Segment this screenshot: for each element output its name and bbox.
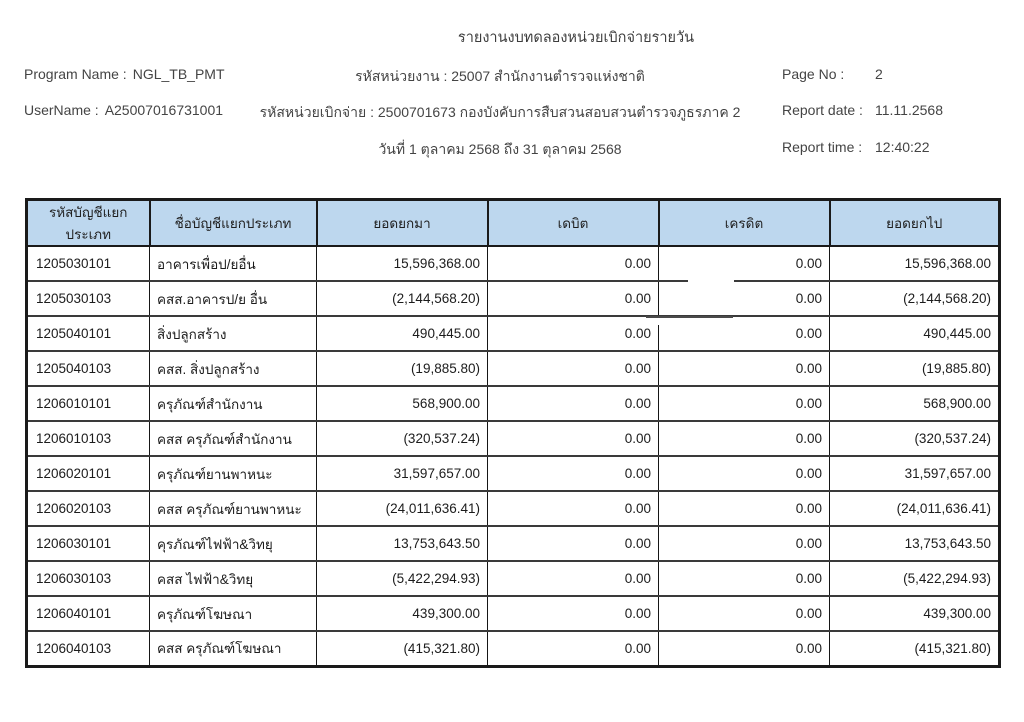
carried-forward-amount: 31,597,657.00 [830, 456, 1000, 491]
table-row [27, 631, 1000, 666]
debit-amount: 0.00 [488, 596, 659, 631]
debit-amount: 0.00 [488, 351, 659, 386]
carried-forward-amount: (320,537.24) [830, 421, 1000, 456]
account-name: คุรภัณฑ์ไฟฟ้า&วิทยุ [150, 526, 317, 561]
brought-forward-amount: (19,885.80) [317, 351, 488, 386]
account-code: 1206010103 [27, 421, 150, 456]
brought-forward-amount: 568,900.00 [317, 386, 488, 421]
date-range-line: วันที่ 1 ตุลาคม 2568 ถึง 31 ตุลาคม 2568 [378, 141, 622, 157]
credit-amount: 0.00 [659, 281, 830, 316]
column-header-account-code: รหัสบัญชีแยกประเภท [27, 200, 150, 247]
brought-forward-amount: 490,445.00 [317, 316, 488, 351]
account-name: อาคารเพื่อป/ยอื่น [150, 246, 317, 281]
table-row [27, 421, 1000, 456]
debit-amount: 0.00 [488, 281, 659, 316]
brought-forward-amount: (2,144,568.20) [317, 281, 488, 316]
brought-forward-amount: (415,321.80) [317, 631, 488, 666]
column-header-debit: เดบิต [488, 200, 659, 247]
brought-forward-amount: (320,537.24) [317, 421, 488, 456]
credit-amount: 0.00 [659, 386, 830, 421]
table-row [27, 596, 1000, 631]
report-date-value: 11.11.2568 [875, 102, 943, 118]
report-date-label: Report date : [782, 102, 863, 118]
credit-amount: 0.00 [659, 246, 830, 281]
column-header-account-name: ชื่อบัญชีแยกประเภท [150, 200, 317, 247]
report-time-value: 12:40:22 [875, 139, 930, 155]
account-code: 1206030103 [27, 561, 150, 596]
carried-forward-amount: (2,144,568.20) [830, 281, 1000, 316]
carried-forward-amount: (19,885.80) [830, 351, 1000, 386]
credit-amount: 0.00 [659, 351, 830, 386]
account-name: ครุภัณฑ์โฆษณา [150, 596, 317, 631]
account-name: คสส ครุภัณฑ์สำนักงาน [150, 421, 317, 456]
scan-artifact-border-gap [688, 280, 734, 285]
debit-amount: 0.00 [488, 316, 659, 351]
carried-forward-amount: 439,300.00 [830, 596, 1000, 631]
brought-forward-amount: (24,011,636.41) [317, 491, 488, 526]
account-code: 1205040103 [27, 351, 150, 386]
brought-forward-amount: 439,300.00 [317, 596, 488, 631]
page-no-label: Page No : [782, 66, 845, 82]
disbursement-unit-line: รหัสหน่วยเบิกจ่าย : 2500701673 กองบังคับการสืบสวนสอบสวนตำรวจภูธรภาค 2 [259, 104, 741, 120]
column-header-carried-forward: ยอดยกไป [830, 200, 1000, 247]
table-header [27, 200, 1000, 247]
table-header-row [27, 200, 1000, 247]
report-time-label: Report time : [782, 139, 863, 155]
account-code: 1205040101 [27, 316, 150, 351]
brought-forward-amount: (5,422,294.93) [317, 561, 488, 596]
table-row [27, 386, 1000, 421]
debit-amount: 0.00 [488, 456, 659, 491]
carried-forward-amount: (5,422,294.93) [830, 561, 1000, 596]
account-name: สิ่งปลูกสร้าง [150, 316, 317, 351]
page-no-value: 2 [875, 66, 883, 82]
agency-line: รหัสหน่วยงาน : 25007 สำนักงานตำรวจแห่งชาติ [355, 68, 645, 84]
carried-forward-amount: 13,753,643.50 [830, 526, 1000, 561]
table-row [27, 526, 1000, 561]
credit-amount: 0.00 [659, 316, 830, 351]
account-name: คสส ครุภัณฑ์โฆษณา [150, 631, 317, 666]
account-code: 1206020103 [27, 491, 150, 526]
table-row [27, 351, 1000, 386]
credit-amount: 0.00 [659, 526, 830, 561]
account-code: 1206040103 [27, 631, 150, 666]
debit-amount: 0.00 [488, 386, 659, 421]
credit-amount: 0.00 [659, 491, 830, 526]
column-header-brought-forward: ยอดยกมา [317, 200, 488, 247]
table-row [27, 316, 1000, 351]
table-body [27, 246, 1000, 666]
brought-forward-amount: 13,753,643.50 [317, 526, 488, 561]
brought-forward-amount: 15,596,368.00 [317, 246, 488, 281]
debit-amount: 0.00 [488, 526, 659, 561]
credit-amount: 0.00 [659, 596, 830, 631]
program-name-value: NGL_TB_PMT [132, 66, 225, 82]
carried-forward-amount: 490,445.00 [830, 316, 1000, 351]
debit-amount: 0.00 [488, 561, 659, 596]
account-code: 1205030103 [27, 281, 150, 316]
report-title: รายงานงบทดลองหน่วยเบิกจ่ายรายวัน [457, 30, 695, 46]
account-code: 1206010101 [27, 386, 150, 421]
debit-amount: 0.00 [488, 421, 659, 456]
credit-amount: 0.00 [659, 421, 830, 456]
debit-amount: 0.00 [488, 631, 659, 666]
username-label: UserName : [24, 102, 99, 118]
program-name-label: Program Name : [24, 66, 127, 82]
brought-forward-amount: 31,597,657.00 [317, 456, 488, 491]
column-header-credit: เครดิต [659, 200, 830, 247]
account-name: คสส.อาคารป/ย อื่น [150, 281, 317, 316]
credit-amount: 0.00 [659, 456, 830, 491]
program-name [24, 66, 225, 82]
account-code: 1205030101 [27, 246, 150, 281]
account-code: 1206020101 [27, 456, 150, 491]
account-code: 1206040101 [27, 596, 150, 631]
debit-amount: 0.00 [488, 491, 659, 526]
scan-artifact-whiteout-patch [646, 316, 733, 325]
table-row [27, 246, 1000, 281]
credit-amount: 0.00 [659, 561, 830, 596]
username [24, 102, 223, 118]
account-name: ครุภัณฑ์สำนักงาน [150, 386, 317, 421]
credit-amount: 0.00 [659, 631, 830, 666]
account-code: 1206030101 [27, 526, 150, 561]
account-name: คสส ไฟฟ้า&วิทยุ [150, 561, 317, 596]
account-name: ครุภัณฑ์ยานพาหนะ [150, 456, 317, 491]
carried-forward-amount: (24,011,636.41) [830, 491, 1000, 526]
carried-forward-amount: 568,900.00 [830, 386, 1000, 421]
account-name: คสส ครุภัณฑ์ยานพาหนะ [150, 491, 317, 526]
table-row [27, 456, 1000, 491]
table-row [27, 491, 1000, 526]
account-name: คสส. สิ่งปลูกสร้าง [150, 351, 317, 386]
carried-forward-amount: (415,321.80) [830, 631, 1000, 666]
table-row [27, 281, 1000, 316]
trial-balance-table [25, 198, 1001, 668]
table-row [27, 561, 1000, 596]
username-value: A25007016731001 [104, 102, 224, 118]
debit-amount: 0.00 [488, 246, 659, 281]
carried-forward-amount: 15,596,368.00 [830, 246, 1000, 281]
